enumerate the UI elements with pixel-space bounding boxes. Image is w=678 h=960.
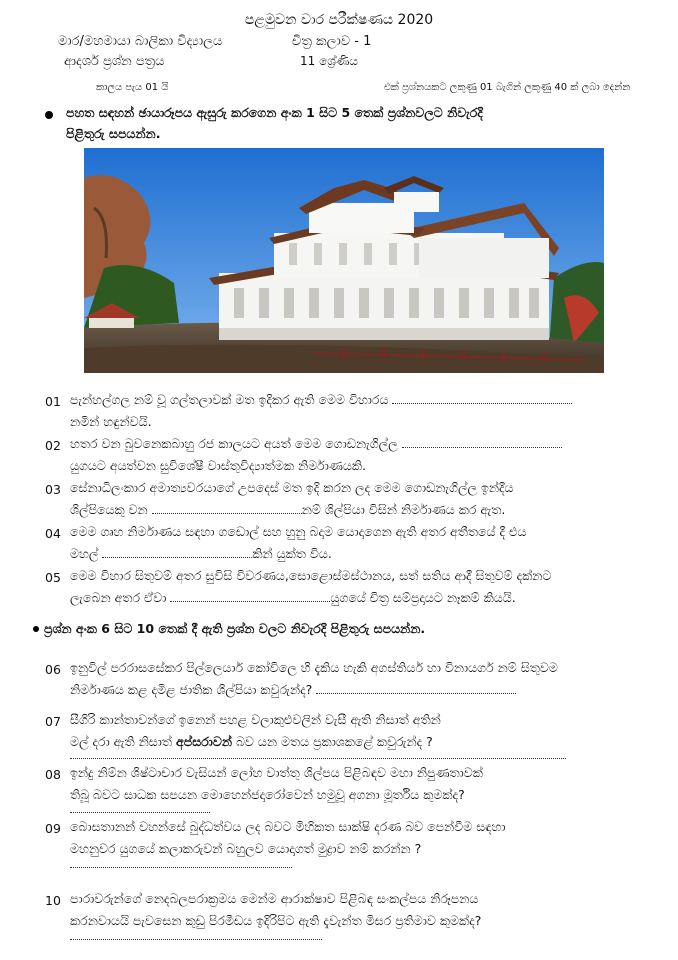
q10-text-b: කරනවායයි පැවසෙන කුඩු පිරමීඩය ඉදිරිපිට ඇති දැවැන්ත මිසර ප්‍රතිමාව කුමක්ද?	[70, 913, 482, 928]
q01	[70, 389, 660, 433]
section1-instruction-line2: පිළිතුරු සපයන්න.	[66, 126, 161, 141]
q04-text-a: මෙම ගෘහ නිර්මාණය සඳහා ගඩොල් සහ හුනු බදාම යොදාගෙන ඇති අතර අතීතයේ දී එය	[70, 524, 527, 539]
grade-label: 11 ශ්‍රේණිය	[300, 54, 358, 68]
q04-text-b2: කින් යුක්ත විය.	[252, 546, 332, 561]
q07-text-b2: බව යන මතය ප්‍රකාශකළේ කවුරුන්ද ?	[232, 734, 433, 749]
q07-text-bold: අප්සරාවන්	[176, 734, 232, 749]
q05-text-b2: යුගයේ චිත්‍ර සම්ප්‍රදායට නෑකම් කියයි.	[330, 590, 516, 605]
time-label: කාලය පැය 01 යි	[96, 82, 169, 93]
bullet-icon	[33, 626, 39, 632]
paper-type: ආදර්ශ ප්‍රශ්න පත්‍රය	[64, 54, 165, 69]
q04	[70, 521, 660, 565]
exam-title: පළමුවන වාර පරීක්ෂණය 2020	[244, 12, 434, 28]
q10	[70, 888, 670, 932]
temple-photo	[84, 148, 604, 373]
q07-number: 07	[45, 714, 61, 729]
q03-number: 03	[45, 482, 61, 497]
q04-answer-blank[interactable]	[102, 547, 252, 558]
q01-text-b: නමින් හඳුන්වයි.	[70, 414, 152, 429]
q04-number: 04	[45, 526, 61, 541]
q03-text-b1: ශිල්පියෙකු වන	[70, 502, 148, 517]
q07-text-b1: මල් දරා ඇති නිසාත්	[70, 734, 177, 749]
section1-instruction-line1: පහත සඳහන් ඡායාරූපය ඇසුරු කරගෙන අංක 1 සිට 5 තෙක් ප්‍රශ්නවලට නිවැරදි	[66, 105, 483, 120]
q10-answer-line[interactable]	[70, 938, 322, 940]
school-name: මාර/මහමායා බාලිකා විද්‍යාලය	[58, 34, 223, 49]
q03	[70, 477, 660, 521]
q03-answer-blank[interactable]	[152, 503, 302, 514]
q09-answer-line[interactable]	[70, 866, 292, 868]
q09-text-a: බොසතානන් වහන්සේ බුද්ධත්වය ලද බවට මිහිකත සාක්ෂි දරණ බව පෙන්වීම සඳහා	[70, 819, 506, 834]
bullet-icon	[45, 111, 53, 119]
q05	[70, 565, 660, 609]
q10-number: 10	[45, 893, 61, 908]
q08-answer-line[interactable]	[70, 811, 210, 813]
q02	[70, 433, 660, 477]
q08-text-b: තිබූ බවට සාධක සපයන මොහෙන්ජදාරෝවෙන් හමුවූ අගනා මූර්තිය කුමක්ද?	[70, 787, 465, 802]
q06	[70, 657, 660, 701]
q09-text-b: මහනුවර යුගයේ කලාකරුවන් බහුලව යොදාගත් මුද්‍රාව නම් කරන්න ?	[70, 841, 422, 856]
q05-text-a: මෙම විහාර සිතුවම් අතර සුවිසි විවරණය,සොළොස්මස්ථානය, සත් සතිය ආදී සිතුවම් දක්නට	[70, 568, 552, 583]
q06-answer-blank[interactable]	[316, 683, 516, 694]
q09	[70, 816, 660, 860]
q01-text-a: පැන්හල්ගල නම් වූ ගල්තලාවක් මත ඉදිකර ඇති මෙම විහාරය	[70, 392, 389, 407]
q04-text-b1: මහල්	[70, 546, 99, 561]
q01-number: 01	[45, 394, 61, 409]
q01-answer-blank[interactable]	[392, 393, 572, 404]
q02-text-b: යුගයට අයත්වන සුවිශේෂී වාස්තුවිද්‍යාත්මක නිර්මාණයකි.	[70, 458, 366, 473]
q06-number: 06	[45, 662, 61, 677]
q08-number: 08	[45, 767, 61, 782]
section1-instruction	[66, 102, 626, 144]
section2-instruction: ප්‍රශ්න අංක 6 සිට 10 තෙක් දී ඇති ප්‍රශ්න වලට නිවැරදි පිළිතුරු සපයන්න.	[44, 621, 426, 636]
q02-answer-blank[interactable]	[402, 437, 562, 448]
q03-text-a: සේනාධිලංකාර අමාත්‍යවරයාගේ උපදෙස් මත ඉදි කරන ලද මෙම ගොඩනැගිල්ල ඉන්දීය	[70, 480, 514, 495]
q07-text-a: සීගිරි කාන්තාවන්ගේ ඉනෙන් පහළ වලාකුළුවලින් වැසී ඇති නිසාත් අතින්	[70, 712, 441, 727]
q08-text-a: ඉන්දු නිම්න ශිෂ්ටාචාර වැසියන් ලෝහ වාත්තු ශිල්පය පිළිබඳව මහා නිපුණතාවක්	[70, 765, 483, 780]
q05-text-b1: ලැබෙන අතර ඒවා	[70, 590, 167, 605]
q06-text-a: ඉනුවිල් පරරාසසේකර පිල්ලෙයාර් කෝවිලෙ හි දැකිය හැකි අගස්තියර් හා විනායගර් නම් සිතුවම	[70, 660, 558, 675]
q05-number: 05	[45, 570, 61, 585]
q03-text-b2: නම් ශිල්පියා විසින් නිර්මාණය කර ඇත.	[301, 502, 506, 517]
q02-text-a: හතර වන බුවනෙකබාහු රජ කාලයට අයත් මෙම ගොඩනැගිල්ල	[70, 436, 398, 451]
q08	[70, 762, 660, 806]
q07	[70, 709, 660, 753]
q06-text-b: නිර්මාණය කළ දමිළ ජාතික ශිල්පියා කවුරුන්ද?	[70, 682, 313, 697]
q10-text-a: පාරාවරුන්ගේ නෙදබලපරාක්‍රමය මෙන්ම ආරාක්ෂාව පිළිබඳ සංකල්පය නිරූපනය	[70, 891, 479, 906]
q05-answer-blank[interactable]	[170, 591, 330, 602]
subject-title: චිත්‍ර කලාව - 1	[292, 34, 372, 49]
marks-instruction: එක් ප්‍රශ්නයකට ලකුණු 01 බැගින් ලකුණු 40 ක් ලබා දෙන්න	[384, 82, 631, 93]
q02-number: 02	[45, 438, 61, 453]
q09-number: 09	[45, 821, 61, 836]
q07-answer-line[interactable]	[70, 757, 566, 759]
